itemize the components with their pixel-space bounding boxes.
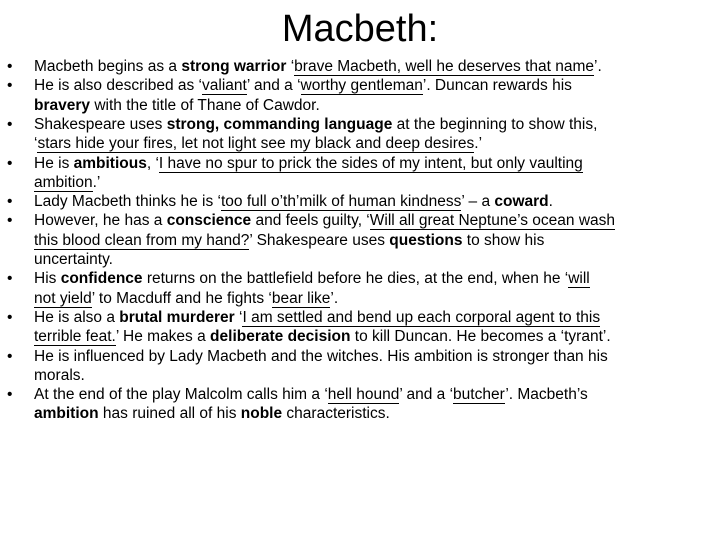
- bullet-line: [34, 327, 611, 346]
- bullet-line: [34, 96, 320, 115]
- text-run: ’. Macbeth’s: [505, 386, 588, 404]
- bullet-line: [34, 404, 390, 423]
- text-run: However, he has a: [34, 212, 167, 230]
- text-run: .’: [474, 135, 483, 153]
- bullet-marker: •: [7, 77, 13, 95]
- bold-text: noble: [240, 405, 283, 423]
- text-run: Macbeth begins as a: [34, 58, 182, 75]
- text-run: ’ Shakespeare uses: [249, 231, 390, 249]
- bullet-item: [0, 76, 720, 115]
- bold-text: bravery: [34, 96, 91, 114]
- bullet-line: [34, 308, 600, 327]
- slide-title: Macbeth:: [281, 8, 439, 50]
- bullet-line: [34, 231, 544, 250]
- bullet-marker: •: [7, 58, 13, 75]
- text-run: He is: [34, 154, 74, 172]
- quoted-text: brave Macbeth, well he deserves that name: [294, 58, 594, 75]
- bullet-marker: •: [7, 347, 13, 365]
- bullet-line: [34, 115, 597, 134]
- text-run: with the title of Thane of Cawdor.: [90, 96, 320, 114]
- text-run: ’.: [594, 58, 602, 75]
- quoted-text: too full o’th’milk of human kindness: [220, 193, 462, 211]
- bold-text: questions: [389, 231, 463, 249]
- bullet-marker: •: [7, 270, 13, 288]
- bullet-line: [34, 366, 85, 385]
- bold-text: deliberate decision: [210, 328, 351, 346]
- bullet-item: [0, 192, 720, 211]
- text-run: ’ and a ‘: [399, 386, 454, 404]
- text-run: At the end of the play Malcolm calls him a ‘: [34, 386, 328, 404]
- quoted-text: butcher: [453, 386, 506, 404]
- quoted-text: stars hide your fires, let not light see my black and deep desires: [37, 135, 475, 153]
- text-run: has ruined all of his: [98, 405, 241, 423]
- bullet-line: [34, 134, 482, 153]
- quoted-text: I have no spur to prick the sides of my intent, but only vaulting: [158, 154, 583, 172]
- bullet-marker: •: [7, 212, 13, 230]
- text-run: ‘: [286, 58, 295, 75]
- bullet-item: [0, 154, 720, 193]
- bullet-marker: •: [7, 386, 13, 404]
- text-run: Shakespeare uses: [34, 115, 167, 133]
- text-run: ’ to Macduff and he fights ‘: [91, 289, 272, 307]
- bullet-item: [0, 385, 720, 424]
- bullet-marker: •: [7, 115, 13, 133]
- bullet-line: [34, 347, 608, 366]
- bullet-line: [34, 192, 553, 211]
- bullet-item: [0, 269, 720, 308]
- bold-text: conscience: [166, 212, 252, 230]
- bold-text: confidence: [60, 270, 143, 288]
- text-run: ‘: [34, 135, 38, 153]
- text-run: ’ He makes a: [115, 328, 211, 346]
- quoted-text: worthy gentleman: [300, 77, 423, 95]
- quoted-text: not yield: [34, 289, 92, 307]
- bullet-item: [0, 211, 720, 269]
- quoted-text: I am settled and bend up each corporal agent to this: [242, 308, 601, 326]
- quoted-text: hell hound: [327, 386, 400, 404]
- bold-text: ambitious: [73, 154, 147, 172]
- text-run: morals.: [34, 366, 85, 384]
- text-run: returns on the battlefield before he dies, at the end, when he ‘: [142, 270, 569, 288]
- bullet-marker: •: [7, 308, 13, 326]
- bullet-line: [34, 154, 583, 173]
- bullet-line: [34, 76, 572, 95]
- text-run: and feels guilty, ‘: [251, 212, 370, 230]
- quoted-text: will: [568, 270, 590, 288]
- text-run: His: [34, 270, 61, 288]
- bold-text: ambition: [34, 405, 99, 423]
- bullet-item: [0, 115, 720, 154]
- bullet-item: [0, 347, 720, 386]
- quoted-text: bear like: [271, 289, 331, 307]
- text-run: ’ and a ‘: [246, 77, 301, 95]
- quoted-text: ambition: [34, 173, 93, 191]
- bold-text: strong warrior: [181, 58, 287, 75]
- text-run: characteristics.: [282, 405, 390, 423]
- text-run: , ‘: [146, 154, 159, 172]
- quoted-text: valiant: [202, 77, 247, 95]
- text-run: uncertainty.: [34, 250, 113, 268]
- bold-text: coward: [494, 193, 549, 211]
- bold-text: brutal murderer: [119, 308, 235, 326]
- bullet-line: [34, 57, 602, 76]
- text-run: .’: [92, 173, 101, 191]
- text-run: Lady Macbeth thinks he is ‘: [34, 193, 221, 211]
- text-run: He is also described as ‘: [34, 77, 202, 95]
- text-run: He is also a: [34, 308, 120, 326]
- quoted-text: this blood clean from my hand?: [34, 231, 250, 249]
- text-run: ’. Duncan rewards his: [422, 77, 572, 95]
- text-run: ‘: [234, 308, 243, 326]
- bullet-marker: •: [7, 193, 13, 211]
- bullet-line: [34, 269, 590, 288]
- text-run: ’ – a: [461, 193, 495, 211]
- text-run: He is influenced by Lady Macbeth and the witches. His ambition is stronger than his: [34, 347, 608, 365]
- text-run: to kill Duncan. He becomes a ‘tyrant’.: [350, 328, 611, 346]
- bullet-line: [34, 211, 615, 230]
- bullet-line: [34, 250, 113, 269]
- bullet-line: [34, 289, 338, 308]
- text-run: ’.: [330, 289, 339, 307]
- bullet-item: [0, 57, 720, 76]
- bold-text: strong, commanding language: [166, 115, 393, 133]
- bullet-line: [34, 385, 588, 404]
- text-run: .: [548, 193, 553, 211]
- text-run: to show his: [462, 231, 545, 249]
- quoted-text: terrible feat.: [34, 328, 116, 346]
- bullet-marker: •: [7, 154, 13, 172]
- quoted-text: Will all great Neptune’s ocean wash: [369, 212, 616, 230]
- bullet-item: [0, 308, 720, 347]
- bullet-line: [34, 173, 100, 192]
- text-run: at the beginning to show this,: [392, 115, 598, 133]
